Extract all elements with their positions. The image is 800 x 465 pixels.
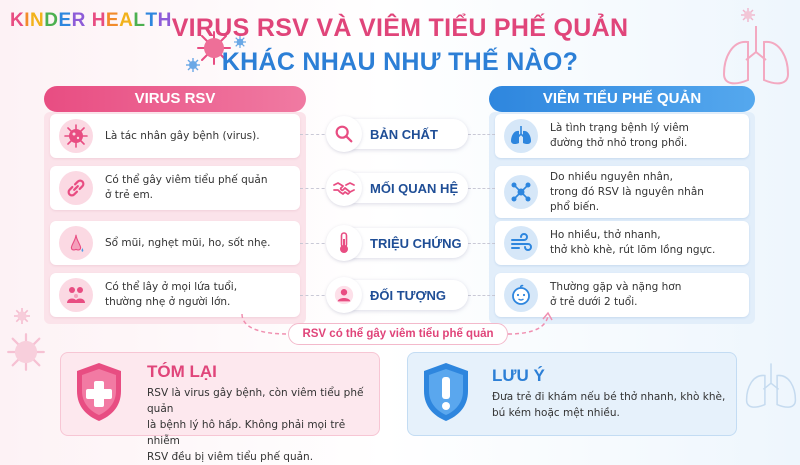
- bronchiolitis-row-text: Do nhiều nguyên nhân, trong đó RSV là nguyên nhân phổ biến.: [550, 170, 704, 213]
- note-title: LƯU Ý: [492, 366, 545, 385]
- criterion-nature: [330, 119, 468, 149]
- bronchiolitis-row-nature: [495, 114, 749, 158]
- criterion-target: [330, 280, 468, 310]
- bronchiolitis-row-target: [495, 273, 749, 317]
- virus-row-symptoms: [50, 221, 300, 265]
- brand-letter: L: [133, 10, 146, 31]
- virus-row-relation: [50, 166, 300, 210]
- bronchiolitis-row-text: Thường gặp và nặng hơn ở trẻ dưới 2 tuổi.: [550, 281, 682, 308]
- virus-row-target: [50, 273, 300, 317]
- brand-letter: K: [10, 10, 25, 31]
- virus-column-header: VIRUS RSV: [44, 86, 306, 112]
- criterion-label: MỐI QUAN HỆ: [370, 180, 459, 196]
- criterion-label: ĐỐI TƯỢNG: [370, 287, 447, 303]
- shield-exclamation-icon: [420, 361, 472, 423]
- person-icon: [326, 277, 362, 313]
- molecule-icon: [504, 175, 538, 209]
- thermometer-icon: [326, 225, 362, 261]
- virus-decoration-icon: [14, 308, 30, 324]
- virus-row-nature: [50, 114, 300, 158]
- shield-plus-icon: [73, 361, 125, 423]
- brand-letter: H: [91, 10, 106, 31]
- criterion-symptoms: [330, 228, 468, 258]
- note-text: Đưa trẻ đi khám nếu bé thở nhanh, khò khè, bú kém hoặc mệt nhiều.: [492, 391, 726, 419]
- bronchiolitis-column-header: VIÊM TIỂU PHẾ QUẢN: [489, 86, 755, 112]
- handshake-icon: [326, 170, 362, 206]
- virus-row-text: Là tác nhân gây bệnh (virus).: [105, 129, 260, 142]
- virus-row-text: Có thể lây ở mọi lứa tuổi, thường nhẹ ở người lớn.: [105, 281, 238, 308]
- bronchiolitis-row-relation: [495, 166, 749, 218]
- family-icon: [59, 278, 93, 312]
- baby-icon: [504, 278, 538, 312]
- bronchiolitis-row-symptoms: [495, 221, 749, 265]
- virus-row-text: Có thể gây viêm tiểu phế quản ở trẻ em.: [105, 174, 268, 201]
- chain-link-icon: [59, 171, 93, 205]
- summary-text: RSV là virus gây bệnh, còn viêm tiểu phế quản là bệnh lý hô hấp. Không phải mọi trẻ nhiễm RSV đều bị viêm tiểu phế quản.: [147, 387, 364, 463]
- relation-note: RSV có thể gây viêm tiểu phế quản: [288, 323, 508, 345]
- criterion-relation: [330, 173, 468, 203]
- brand-letter: D: [44, 10, 59, 31]
- brand-letter: T: [145, 10, 158, 31]
- criterion-label: TRIỆU CHỨNG: [370, 235, 462, 251]
- brand-letter: E: [105, 10, 120, 31]
- wind-icon: [504, 226, 538, 260]
- virus-row-text: Sổ mũi, nghẹt mũi, ho, sốt nhẹ.: [105, 236, 271, 249]
- brand-letter: E: [58, 10, 72, 31]
- virus-icon: [59, 119, 93, 153]
- lungs-icon: [504, 119, 538, 153]
- lungs-decoration-icon: [742, 352, 800, 422]
- virus-decoration-icon: [6, 332, 46, 372]
- page-subtitle: KHÁC NHAU NHƯ THẾ NÀO?: [221, 48, 579, 76]
- note-box: [407, 352, 737, 436]
- page-title: VIRUS RSV VÀ VIÊM TIỂU PHẾ QUẢN: [171, 14, 629, 42]
- brand-letter: I: [24, 10, 31, 31]
- bronchiolitis-row-text: Là tình trạng bệnh lý viêm đường thở nhỏ trong phổi.: [550, 122, 689, 149]
- brand-letter: R: [71, 10, 86, 31]
- brand-letter: N: [30, 10, 45, 31]
- nose-icon: [59, 226, 93, 260]
- magnifier-icon: [326, 116, 362, 152]
- brand-letter: A: [119, 10, 134, 31]
- bronchiolitis-row-text: Ho nhiều, thở nhanh, thở khò khè, rút lõm lồng ngực.: [550, 229, 716, 256]
- brand-letter: H: [157, 10, 172, 31]
- summary-box: [60, 352, 380, 463]
- criterion-label: BẢN CHẤT: [370, 126, 438, 142]
- summary-title: TÓM LẠI: [147, 362, 217, 381]
